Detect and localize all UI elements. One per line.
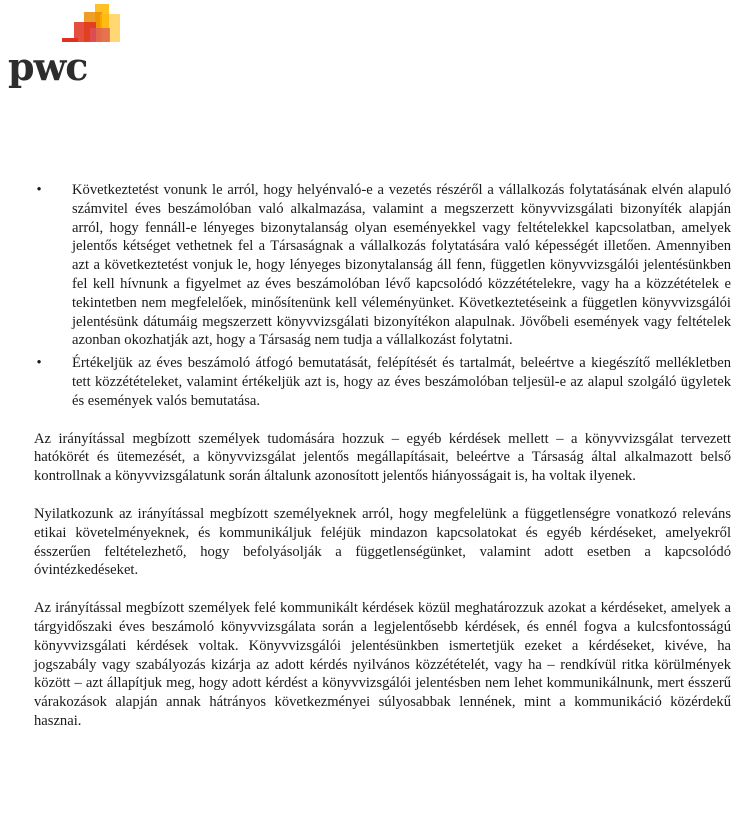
bullet-icon: • bbox=[36, 182, 42, 198]
pwc-logo-mark-icon bbox=[0, 0, 130, 50]
list-item-text: Következtetést vonunk le arról, hogy helyénvaló-e a vezetés részéről a vállalkozás folytatásának elvén alapuló számvitel éves beszámolóban való alkalmazása, valamint a megszerzett könyvvizsgálati bizonyíték alapján arról, hogy fennáll-e lényeges bizonytalanság olyan eseményekkel vagy feltételekkel kapcsolatban, amelyek jelentős kétséget vethetnek fel a Társaságnak a vállalkozás folytatására való képességét illetően. Amennyiben azt a következtetést vonjuk le, hogy lényeges bizonytalanság áll fenn, független könyvvizsgálói jelentésünkben fel kell hívnunk a figyelmet az éves beszámolóban lévő kapcsolódó közzétételekre, vagy ha a közzétételek e tekintetben nem megfelelőek, minősítenünk kell véleményünket. Következtetéseink a független könyvvizsgálói jelentésünk dátumáig megszerzett könyvvizsgálati bizonyítékon alapulnak. Jövőbeli események vagy feltételek azonban okozhatják azt, hogy a Társaság nem tudja a vállalkozást folytatni. bbox=[72, 182, 731, 349]
bullet-icon: • bbox=[36, 355, 42, 372]
pwc-wordmark: pwc bbox=[8, 44, 88, 89]
list-item bbox=[34, 181, 731, 350]
bullet-list bbox=[34, 181, 731, 411]
paragraph: Az irányítással megbízott személyek tudomására hozzuk – egyéb kérdések mellett – a könyvvizsgálat tervezett hatókörét és ütemezését, a könyvvizsgálat jelentős megállapításait, beleértve a Társaság által alkalmazott belső kontrollnak a könyvvizsgálatunk során általunk azonosított jelentős hiányosságait is, ha voltak ilyenek. bbox=[34, 430, 731, 485]
list-item-text: Értékeljük az éves beszámoló átfogó bemutatását, felépítését és tartalmát, beleértve a kiegészítő mellékletben tett közzétételeket, valamint értékeljük azt is, hogy az éves beszámolóban teljesül-e az alapul szolgáló ügyletek és események valós bemutatása. bbox=[72, 355, 731, 409]
list-item bbox=[34, 354, 731, 410]
pwc-logo bbox=[0, 0, 140, 100]
paragraph: Nyilatkozunk az irányítással megbízott személyeknek arról, hogy megfelelünk a függetlenségre vonatkozó releváns etikai követelményeknek, és kommunikáljuk feléjük mindazon kapcsolatokat és egyéb kérdéseket, amelyekről ésszerűen feltételezhető, hogy befolyásolják a függetlenségünket, valamint adott esetben a kapcsolódó óvintézkedéseket. bbox=[34, 505, 731, 579]
paragraph: Az irányítással megbízott személyek felé kommunikált kérdések közül meghatározzuk azokat a kérdéseket, amelyek a tárgyidőszaki éves beszámoló könyvvizsgálata során a legjelentősebb kérdések, és ennél fogva a kulcsfontosságú könyvvizsgálati kérdések voltak. Könyvvizsgálói jelentésünkben ismertetjük ezeket a kérdéseket, kivéve, ha jogszabály vagy szabályozás kizárja az adott kérdés nyilvános közzétételét, vagy ha – rendkívül ritka körülmények között – azt állapítjuk meg, hogy adott kérdést a könyvvizsgálói jelentésben nem lehet kommunikálnunk, mert ésszerű várakozások alapján annak hátrányos következményei súlyosabbak lennének, mint a kommunikáció közérdekű hasznai. bbox=[34, 600, 731, 729]
document-body bbox=[34, 181, 731, 750]
